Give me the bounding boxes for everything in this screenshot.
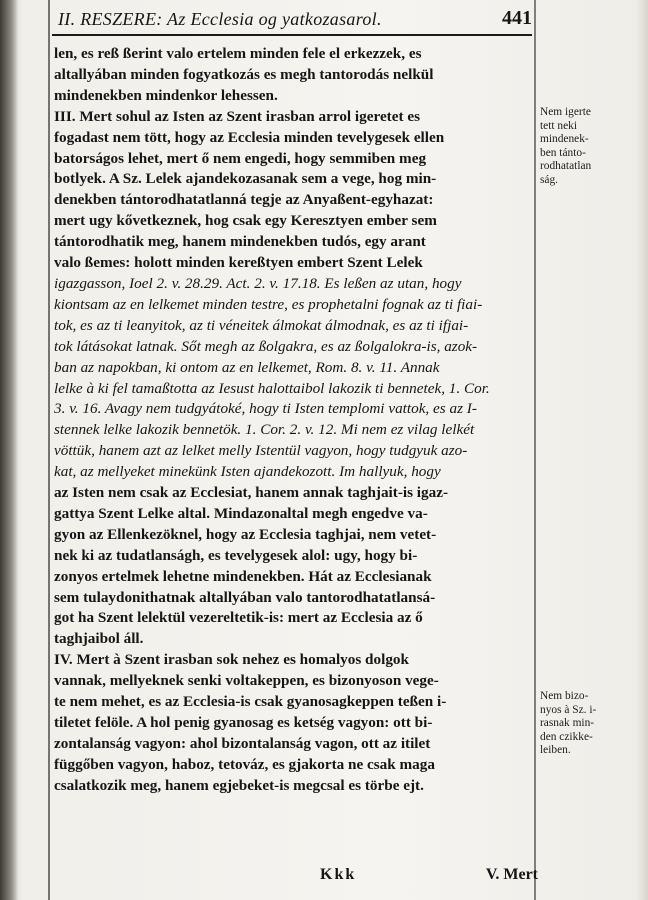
text-line: tok látásokat latnak. Sőt megh az ßolgakra, es az ßolgalokra-is, azok- — [54, 337, 478, 355]
text-line: zontalanság vagyon: ahol bizontalanság vagon, ott az itilet — [54, 734, 431, 752]
text-line: gattya Szent Lelke altal. Mindazonaltal megh engedve va- — [54, 504, 428, 522]
margin-note-2 — [540, 690, 626, 758]
left-column-rule — [48, 0, 50, 900]
text-line: tok, es az ti leanyitok, az ti véneitek álmokat álmodnak, es az ti ifjai- — [54, 316, 469, 334]
margin-note-line: Nem igerte — [540, 106, 591, 118]
text-line: az Isten nem csak az Ecclesiat, hanem annak taghjait-is igaz- — [54, 484, 449, 502]
page-edge-shadow — [636, 0, 648, 900]
running-header — [52, 0, 532, 36]
text-line: lelke à ki fel tamaßtotta az Iesust halottaibol lakozik ti bennetek, 1. Cor. — [54, 379, 490, 397]
signature-mark: Kkk — [320, 866, 357, 883]
text-line: igazgasson, Ioel 2. v. 28.29. Act. 2. v. 17.18. Es leßen az utan, hogy — [54, 274, 462, 292]
text-line: batorságos lehet, mert ő nem engedi, hogy semmiben meg — [54, 149, 427, 167]
margin-note-line: rodhatatlan — [540, 160, 592, 173]
text-line: III. Mert sohul az Isten az Szent irasban arrol igeretet es — [54, 107, 420, 125]
margin-note-line: nyos à Sz. i- — [540, 703, 597, 716]
text-line: fogadast nem tött, hogy az Ecclesia minden tevelygesek ellen — [54, 128, 445, 146]
text-line: 3. v. 16. Avagy nem tudgyátoké, hogy ti Isten templomi vattok, es az I- — [54, 400, 477, 418]
text-line: stennek lelke lakozik bennetök. 1. Cor. 2. v. 12. Mi nem ez vilag lelkét — [54, 421, 475, 439]
text-line: te nem mehet, es az Ecclesia-is csak gyanosagkeppen teßen i- — [54, 693, 447, 711]
text-line: tántorodhatik meg, hanem mindenekben tudós, egy arant — [54, 233, 426, 251]
text-line: zonyos ertelmek lehetne mindenekben. Hát az Ecclesianak — [54, 567, 432, 585]
text-line: IV. Mert à Szent irasban sok nehez es homalyos dolgok — [54, 651, 409, 669]
text-line: denekben tántorodhatatlanná tegje az Anyaßent-egyhazat: — [54, 191, 434, 209]
margin-note-line: leiben. — [540, 744, 571, 757]
text-line: len, es reß ßerint valo ertelem minden fele el erkezzek, es — [54, 45, 422, 62]
text-line: ban az napokban, ki ontom az en lelkemet, Rom. 8. v. 11. Annak — [54, 358, 440, 376]
text-line: nek ki az tudatlanságh, es tevelygesek alol: ugy, hogy bi- — [54, 546, 418, 564]
right-column-rule — [534, 0, 536, 900]
running-title: II. RESZERE: Az Ecclesia og yatkozasarol. — [58, 9, 382, 29]
text-line: valo ßemes: holott minden kereßtyen embert Szent Lelek — [54, 254, 423, 272]
text-line: sem tulaydonithatnak altallyában valo tantorodhatatlansá- — [54, 588, 436, 606]
margin-note-line: den czikke- — [540, 730, 593, 743]
text-line: altallyában minden fogyatkozás es megh tantorodás nelkül — [54, 65, 434, 83]
margin-note-line: ság. — [540, 173, 559, 186]
text-line: mindenekben mindenkor lehessen. — [54, 86, 278, 104]
margin-note-line: rasnak min- — [540, 717, 595, 730]
book-spine-shadow — [0, 0, 18, 900]
page-number: 441 — [502, 7, 532, 29]
text-line: vöttük, hanem azt az lelket melly Istentül vagyon, hogy tudgyuk azo- — [54, 442, 468, 460]
text-line: mert ugy kővetkeznek, hog csak egy Keresztyen ember sem — [54, 212, 437, 230]
text-line: kat, az mellyeket minekünk Isten ajandekozott. Im hallyuk, hogy — [54, 463, 441, 481]
margin-note-1 — [540, 106, 626, 188]
margin-note-line: ben tánto- — [540, 146, 586, 159]
text-line: taghjaibol áll. — [54, 630, 144, 648]
margin-note-line: tett neki — [540, 119, 578, 132]
text-line: tiletet felöle. A hol penig gyanosag es ketség vagyon: ott bi- — [54, 714, 433, 731]
text-line: gyon az Ellenkezöknel, hogy az Ecclesia taghjai, nem vetet- — [54, 525, 437, 543]
margin-note-line: mindenek- — [540, 133, 589, 146]
text-line: csalatkozik meg, hanem egjebeket-is megcsal es törbe ejt. — [54, 776, 424, 794]
text-line: got ha Szent lelektül vezereltetik-is: mert az Ecclesia az ő — [54, 609, 423, 627]
body-text — [54, 44, 530, 797]
text-line: függőben vagyon, haboz, tetováz, es gjakorta ne csak maga — [54, 755, 435, 773]
page-footer — [52, 862, 538, 892]
text-line: vannak, mellyeknek senki voltakeppen, es bizonyoson vege- — [54, 672, 439, 690]
catchword: V. Mert — [485, 866, 538, 883]
margin-note-line: Nem bizo- — [540, 690, 589, 702]
text-line: kiontsam az en lelkemet minden testre, es prophetalni fognak az ti fiai- — [54, 295, 483, 313]
text-line: botlyek. A Sz. Lelek ajandekozasanak sem a vege, hog min- — [54, 170, 437, 188]
